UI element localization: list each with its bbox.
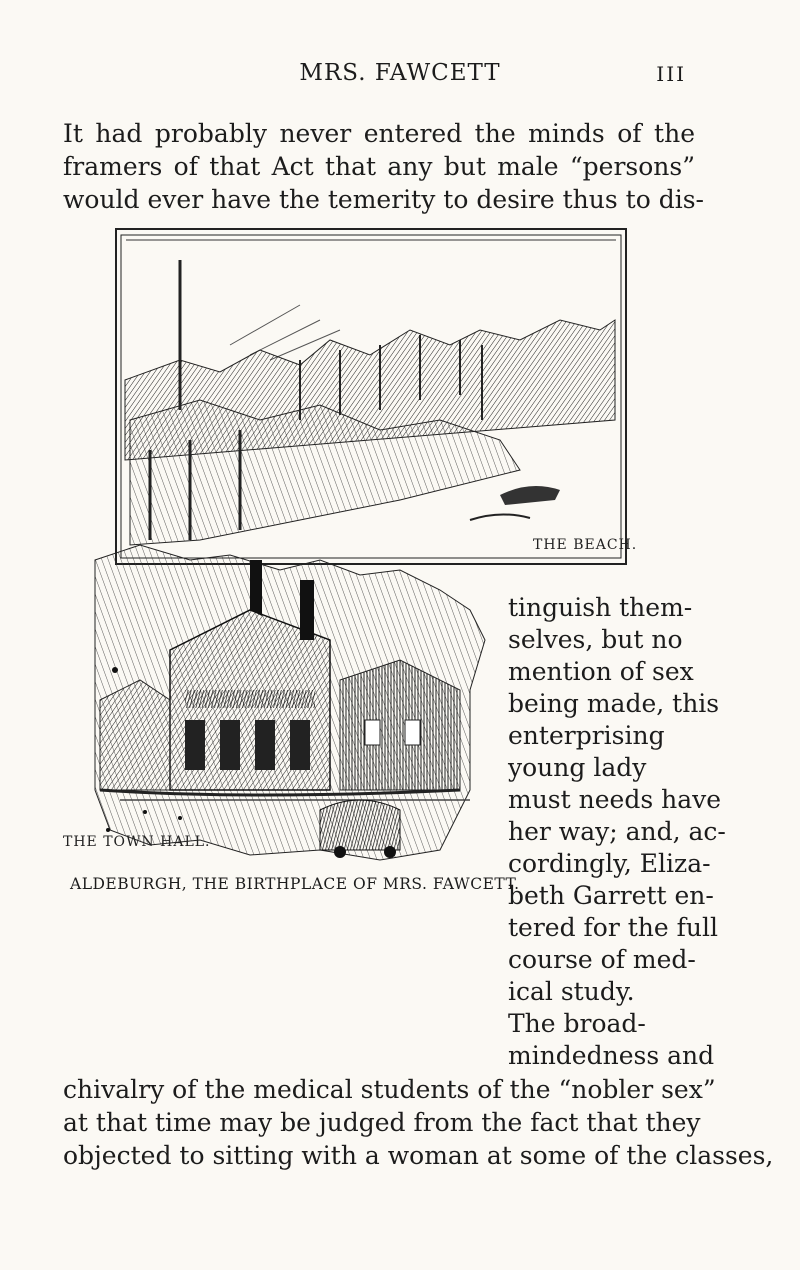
column-line-2: selves, but no bbox=[508, 625, 683, 654]
column-line-5: enterprising bbox=[508, 721, 665, 750]
column-line-10: beth Garrett en- bbox=[508, 881, 714, 910]
body-line-5: chivalry of the medical students of the “nobler sex” bbox=[63, 1075, 716, 1104]
column-line-9: cordingly, Eliza- bbox=[508, 849, 711, 878]
body-line-2: framers of that Act that any but male “persons” bbox=[63, 152, 695, 181]
town-hall-label: THE TOWN HALL. bbox=[63, 834, 211, 850]
page-number: III bbox=[656, 62, 686, 86]
column-line-6: young lady bbox=[508, 753, 647, 782]
column-line-3: mention of sex bbox=[508, 657, 694, 686]
beach-label: THE BEACH. bbox=[533, 537, 638, 553]
column-line-8: her way; and, ac- bbox=[508, 817, 726, 846]
body-line-4: mindedness and bbox=[508, 1041, 715, 1070]
running-head: MRS. FAWCETT bbox=[299, 60, 501, 86]
body-line-6: at that time may be judged from the fact that they bbox=[63, 1108, 701, 1137]
body-line-7: objected to sitting with a woman at some of the classes, bbox=[63, 1141, 774, 1170]
column-line-12: course of med- bbox=[508, 945, 696, 974]
column-line-13: ical study. bbox=[508, 977, 635, 1006]
figure-caption: ALDEBURGH, THE BIRTHPLACE OF MRS. FAWCETT. bbox=[70, 875, 520, 893]
column-line-14: The broad- bbox=[508, 1009, 646, 1038]
body-line-3: would ever have the temerity to desire thus to dis- bbox=[63, 185, 704, 214]
column-line-4: being made, this bbox=[508, 689, 720, 718]
column-line-1: tinguish them- bbox=[508, 593, 693, 622]
beach-inset bbox=[116, 229, 637, 564]
body-line-1: It had probably never entered the minds of the bbox=[63, 119, 695, 148]
column-line-7: must needs have bbox=[508, 785, 722, 814]
town-hall-scene bbox=[63, 545, 485, 860]
column-line-11: tered for the full bbox=[508, 913, 718, 942]
